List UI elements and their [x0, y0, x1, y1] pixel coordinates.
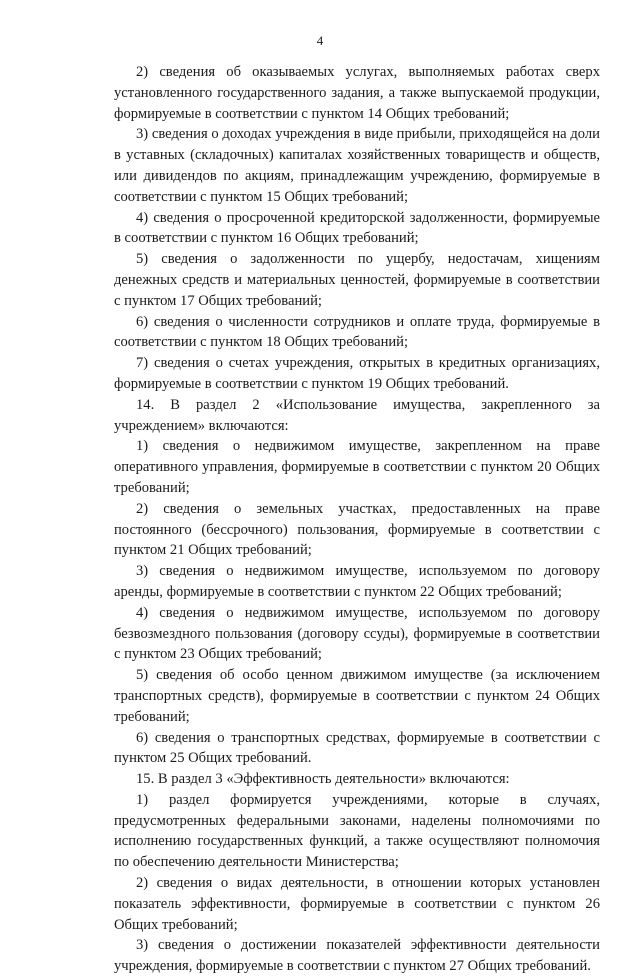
paragraph-clause-14-item-4: 4) сведения о недвижимом имуществе, используемом по договору безвозмездного пользования (договору ссуды), формируемые в соответствии с пунктом 23 Общих требований;: [114, 604, 600, 663]
paragraph-clause-14: 14. В раздел 2 «Использование имущества, закрепленного за учреждением» включаются:: [114, 396, 600, 434]
paragraph-clause-15: 15. В раздел 3 «Эффективность деятельности» включаются:: [136, 771, 510, 788]
paragraph-clause-14-item-6: 6) сведения о транспортных средствах, формируемые в соответствии с пунктом 25 Общих требований.: [114, 729, 600, 767]
paragraph-item-5-damage-debt: 5) сведения о задолженности по ущербу, недостачам, хищениям денежных средств и материальных ценностей, формируемые в соответствии с пунктом 17 Общих требований;: [114, 251, 600, 309]
paragraph-clause-14-item-2: 2) сведения о земельных участках, предоставленных на праве постоянного (бессрочного) пользования, формируемые в соответствии с пунктом 21 Общих требований;: [114, 500, 600, 559]
paragraph-clause-15-item-1: 1) раздел формируется учреждениями, которые в случаях, предусмотренных федеральными законами, наделены полномочиями по исполнению государственных функций, а также осуществляют полномочия по обеспечению деятельности Министерства;: [114, 791, 600, 871]
paragraph-clause-14-item-5: 5) сведения об особо ценном движимом имуществе (за исключением транспортных средств), формируемые в соответствии с пунктом 24 Общих требований;: [114, 667, 600, 725]
document-body: [114, 62, 600, 977]
paragraph-item-2-services: 2) сведения об оказываемых услугах, выполняемых работах сверх установленного государственного задания, а также выпускаемой продукции, формируемые в соответствии с пунктом 14 Общих требований;: [114, 64, 600, 122]
paragraph-clause-15-item-2: 2) сведения о видах деятельности, в отношении которых установлен показатель эффективности, формируемые в соответствии с пунктом 26 Общих требований;: [114, 875, 600, 933]
page-number: 4: [316, 33, 324, 48]
paragraph-clause-15-item-3: 3) сведения о достижении показателей эффективности деятельности учреждения, формируемые в соответствии с пунктом 27 Общих требований.: [114, 937, 600, 975]
paragraph-clause-14-item-3: 3) сведения о недвижимом имуществе, используемом по договору аренды, формируемые в соответствии с пунктом 22 Общих требований;: [114, 563, 600, 600]
paragraph-item-6-staff: 6) сведения о численности сотрудников и оплате труда, формируемые в соответствии с пунктом 18 Общих требований;: [114, 313, 600, 351]
paragraph-item-7-accounts: 7) сведения о счетах учреждения, открытых в кредитных организациях, формируемые в соответствии с пунктом 19 Общих требований.: [114, 355, 600, 392]
paragraph-item-3-income: 3) сведения о доходах учреждения в виде прибыли, приходящейся на доли в уставных (складочных) капиталах хозяйственных товариществ и обществ, или дивидендов по акциям, принадлежащим учреждению, формируемые в соответствии с пунктом 15 Общих требований;: [114, 126, 600, 205]
paragraph-clause-14-item-1: 1) сведения о недвижимом имуществе, закрепленном на праве оперативного управления, формируемые в соответствии с пунктом 20 Общих требований;: [114, 438, 600, 496]
paragraph-item-4-overdue-debt: 4) сведения о просроченной кредиторской задолженности, формируемые в соответствии с пунктом 16 Общих требований;: [114, 209, 600, 247]
